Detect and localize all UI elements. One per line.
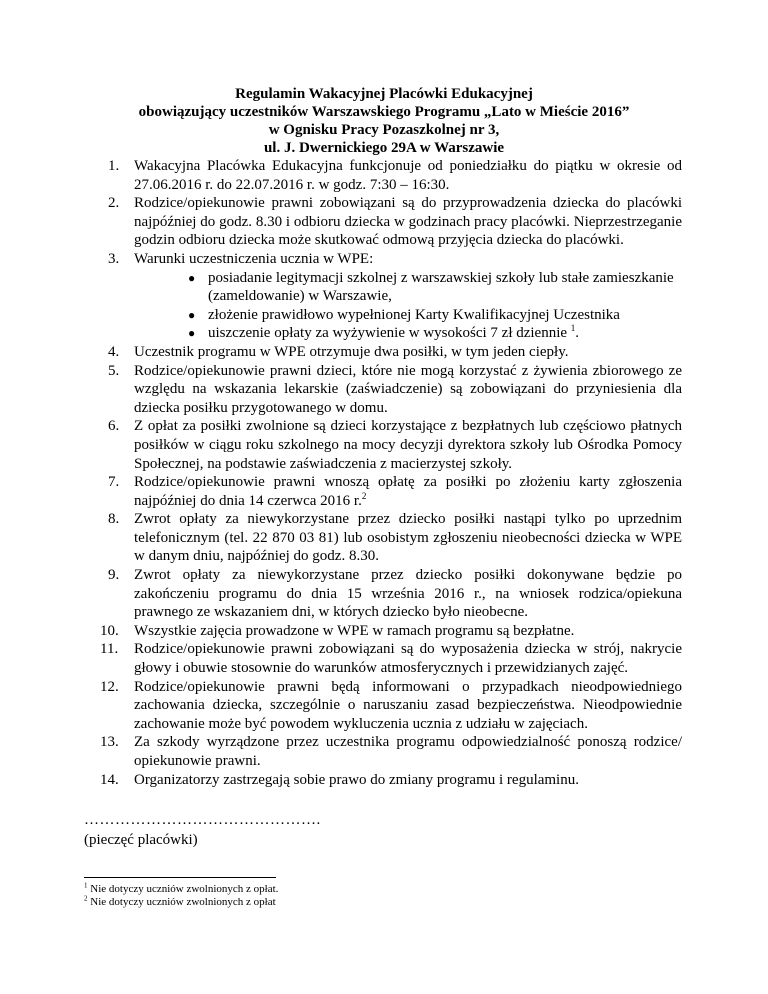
rule-number: 5. [108, 362, 120, 379]
footnotes [84, 883, 278, 909]
bullet-icon: ● [188, 307, 196, 322]
rule-item-14 [100, 771, 682, 790]
condition-item-3 [188, 324, 682, 343]
title-line-3: w Ognisku Pracy Pozaszkolnej nr 3, [268, 122, 500, 138]
condition-text: złożenie prawidłowo wypełnionej Karty Kwalifikacyjnej Uczestnika [208, 306, 620, 323]
rule-text: Rodzice/opiekunowie prawni dzieci, które nie mogą korzystać z żywienia zbiorowego ze względu na wskazania lekarskie (zaświadczenie) są zobowiązani do przyniesienia dla dziecka posiłku przygotowanego w domu. [134, 362, 682, 416]
footnote-1 [84, 883, 278, 896]
document-title [0, 85, 768, 157]
rule-number: 14. [100, 771, 119, 788]
rule-item-2 [108, 194, 682, 250]
conditions-bullet-list [134, 269, 682, 343]
condition-text: posiadanie legitymacji szkolnej z warszawskiej szkoły lub stałe zamieszkanie (zameldowanie) w Warszawie, [208, 269, 674, 305]
rule-item-11 [100, 640, 682, 677]
rule-text: Zwrot opłaty za niewykorzystane przez dziecko posiłki dokonywane będzie po zakończeniu programu do dnia 15 września 2016 r., na wniosek rodzica/opiekuna prawnego ze wskazaniem dni, w których dziecko było nieobecne. [134, 567, 682, 621]
rule-number: 6. [108, 418, 120, 435]
rule-text: Organizatorzy zastrzegają sobie prawo do zmiany programu i regulaminu. [134, 771, 579, 788]
rule-item-1 [108, 157, 682, 194]
condition-item-1 [188, 269, 682, 306]
rule-text: Z opłat za posiłki zwolnione są dzieci korzystające z bezpłatnych lub częściowo płatnych posiłków w ciągu roku szkolnego na mocy decyzji dyrektora szkoły lub Ośrodka Pomocy Społecznej, na podstawie zaświadczenia z macierzystej szkoły. [134, 418, 682, 472]
footnote-reference-2[interactable]: 2 [361, 490, 367, 501]
rule-text: Rodzice/opiekunowie prawni wnoszą opłatę za posiłki po złożeniu karty zgłoszenia najpóźniej do dnia 14 czerwca 2016 r. [134, 474, 682, 509]
condition-text: uiszczenie opłaty za wyżywienie w wysokości 7 zł dziennie [208, 325, 568, 342]
stamp-signature-line: ………………………………………. [84, 812, 321, 828]
rule-text: Wszystkie zajęcia prowadzone w WPE w ramach programu są bezpłatne. [134, 622, 575, 639]
rule-item-6 [108, 417, 682, 473]
footnote-divider [84, 877, 276, 878]
rule-number: 8. [108, 511, 120, 528]
footnote-2 [84, 896, 278, 909]
bullet-icon: ● [188, 270, 196, 285]
rule-number: 7. [108, 474, 120, 491]
rules-list [100, 157, 682, 789]
footnote-mark: 1 [84, 881, 88, 890]
stamp-label: (pieczęć placówki) [84, 832, 198, 848]
rule-item-12 [100, 678, 682, 734]
footnote-text: Nie dotyczy uczniów zwolnionych z opłat. [90, 883, 279, 895]
rule-item-13 [100, 733, 682, 770]
rule-number: 1. [108, 158, 120, 174]
rule-text: Warunki uczestniczenia ucznia w WPE: [134, 250, 374, 267]
footnote-text: Nie dotyczy uczniów zwolnionych z opłat [90, 896, 276, 908]
rule-number: 10. [100, 622, 119, 639]
rule-number: 12. [100, 678, 119, 695]
condition-item-2 [188, 306, 682, 325]
rule-text: Za szkody wyrządzone przez uczestnika programu odpowiedzialność ponoszą rodzice/ opiekunowie prawni. [134, 734, 682, 769]
rule-item-5 [108, 362, 682, 418]
title-line-1: Regulamin Wakacyjnej Placówki Edukacyjnej [235, 86, 533, 102]
title-line-2: obowiązujący uczestników Warszawskiego Programu „Lato w Mieście 2016” [138, 104, 630, 120]
rule-text: Wakacyjna Placówka Edukacyjna funkcjonuje od poniedziałku do piątku w okresie od 27.06.2016 r. do 22.07.2016 r. w godz. 7:30 – 16:30. [134, 158, 682, 193]
rule-number: 13. [100, 734, 119, 751]
rule-text: Rodzice/opiekunowie prawni zobowiązani są do wyposażenia dziecka w strój, nakrycie głowy i obuwie stosownie do warunków atmosferycznych i przewidzianych zajęć. [134, 641, 682, 677]
rule-item-8 [108, 510, 682, 566]
rule-item-4 [108, 343, 682, 362]
rule-text: Rodzice/opiekunowie prawni będą informowani o przypadkach nieodpowiedniego zachowania dziecka, szczególnie o naruszaniu zasad bezpieczeństwa. Nieodpowiednie zachowanie może być powodem wykluczenia ucznia z udziału w zajęciach. [134, 678, 682, 732]
rule-item-7 [108, 473, 682, 510]
rule-text: Uczestnik programu w WPE otrzymuje dwa posiłki, w tym jeden ciepły. [134, 343, 569, 360]
rule-number: 2. [108, 195, 120, 212]
rule-text: Zwrot opłaty za niewykorzystane przez dziecko posiłki nastąpi tylko po uprzednim telefonicznym (tel. 22 870 03 81) lub osobistym zgłoszeniu nieobecności dziecka w WPE w danym dniu, najpóźniej do godz. 8.30. [134, 511, 682, 565]
footnote-mark: 2 [84, 894, 88, 903]
rule-item-9 [108, 566, 682, 622]
rule-number: 9. [108, 567, 120, 584]
bullet-icon: ● [188, 326, 196, 341]
rule-number: 11. [100, 641, 119, 658]
rule-number: 3. [108, 250, 120, 267]
footnote-reference-1[interactable]: 1 [570, 323, 576, 334]
condition-text-end: . [575, 325, 580, 342]
rule-item-3 [108, 250, 682, 343]
rule-text: Rodzice/opiekunowie prawni zobowiązani są do przyprowadzenia dziecka do placówki najpóźniej do godz. 8.30 i odbioru dziecka w godzinach pracy placówki. Nieprzestrzeganie godzin odbioru dziecka może skutkować odmową przyjęcia dziecka do placówki. [134, 195, 682, 249]
title-line-4: ul. J. Dwernickiego 29A w Warszawie [263, 140, 505, 156]
rule-number: 4. [108, 343, 120, 360]
rule-item-10 [100, 622, 682, 641]
